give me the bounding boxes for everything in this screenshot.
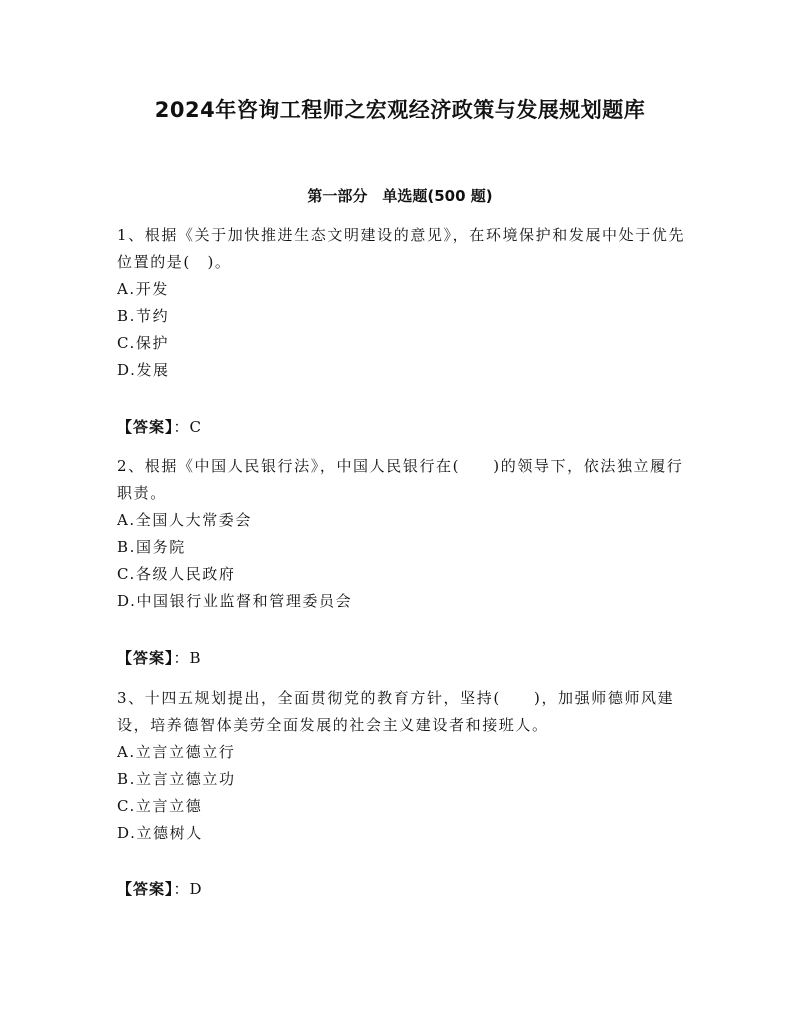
option-d: D.立德树人 — [117, 824, 203, 842]
answer-2 — [117, 646, 202, 670]
option-c: C.各级人民政府 — [117, 565, 236, 583]
answer-value: ：C — [173, 418, 202, 436]
option-list — [117, 276, 687, 384]
answer-value: ：D — [173, 880, 203, 898]
option-d: D.中国银行业监督和管理委员会 — [117, 592, 353, 610]
option-b: B.立言立德立功 — [117, 770, 236, 788]
option-a: A.开发 — [117, 280, 170, 298]
option-b: B.节约 — [117, 307, 170, 325]
option-list — [117, 739, 687, 847]
option-list — [117, 507, 687, 615]
answer-label: 【答案】 — [117, 880, 174, 898]
question-stem: 1、根据《关于加快推进生态文明建设的意见》，在环境保护和发展中处于优先位置的是( )。 — [117, 226, 686, 271]
document-title: 2024年咨询工程师之宏观经济政策与发展规划题库 — [154, 98, 646, 122]
answer-value: ：B — [173, 649, 202, 667]
question-3 — [117, 685, 687, 847]
question-stem: 3、十四五规划提出，全面贯彻党的教育方针，坚持( )，加强师德师风建设，培养德智体美劳全面发展的社会主义建设者和接班人。 — [117, 689, 675, 734]
section-heading: 第一部分 单选题(500 题) — [307, 187, 493, 205]
answer-3 — [117, 877, 203, 901]
option-c: C.立言立德 — [117, 797, 203, 815]
question-1 — [117, 222, 687, 384]
option-a: A.全国人大常委会 — [117, 511, 253, 529]
answer-label: 【答案】 — [117, 418, 174, 436]
option-a: A.立言立德立行 — [117, 743, 236, 761]
question-stem: 2、根据《中国人民银行法》，中国人民银行在( )的领导下，依法独立履行职责。 — [117, 457, 684, 502]
answer-label: 【答案】 — [117, 649, 174, 667]
option-c: C.保护 — [117, 334, 170, 352]
answer-1 — [117, 415, 202, 439]
question-2 — [117, 453, 687, 615]
option-d: D.发展 — [117, 361, 170, 379]
option-b: B.国务院 — [117, 538, 186, 556]
